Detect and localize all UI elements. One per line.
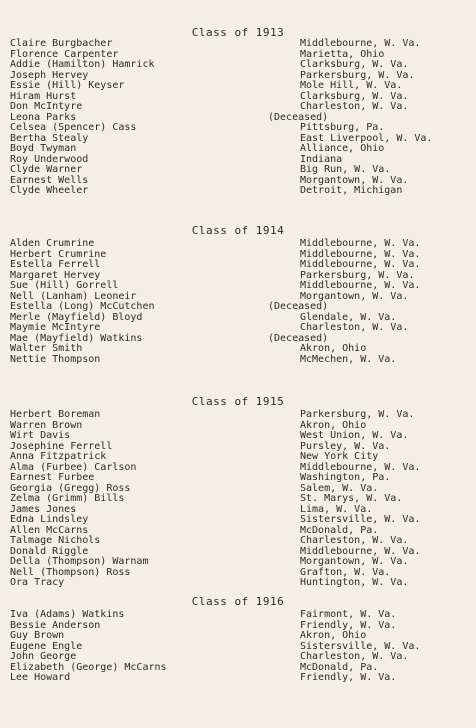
residence: Morgantown, W. Va.: [300, 556, 409, 567]
class-roster: [0, 410, 476, 589]
residence: East Liverpool, W. Va.: [300, 132, 433, 144]
graduate-name: Talmage Nichols: [10, 535, 101, 546]
class-heading: Class of 1916: [191, 595, 285, 608]
graduate-name: Eugene Engle: [10, 640, 83, 652]
graduate-name: Sue (Hill) Gorrell: [10, 280, 119, 291]
residence: McMechen, W. Va.: [300, 353, 397, 365]
graduate-name: John George: [10, 651, 77, 662]
graduate-name: Merle (Mayfield) Bloyd: [10, 311, 143, 323]
residence: Alliance, Ohio: [300, 143, 385, 154]
list-item: [0, 431, 476, 442]
residence: Friendly, W. Va.: [300, 619, 397, 631]
list-item: [0, 344, 476, 355]
residence: Charleston, W. Va.: [300, 322, 409, 333]
list-item: [0, 578, 476, 589]
residence: Washington, Pa.: [300, 472, 391, 483]
residence: Sistersville, W. Va.: [300, 514, 421, 525]
residence: Detroit, Michigan: [300, 185, 403, 196]
class-heading: Class of 1913: [191, 26, 285, 39]
graduate-name: Addie (Hamilton) Hamrick: [10, 59, 155, 70]
list-item: [0, 652, 476, 663]
residence: Middlebourne, W. Va.: [300, 280, 421, 291]
residence: Friendly, W. Va.: [300, 672, 397, 683]
residence: Parkersburg, W. Va.: [300, 409, 415, 420]
residence: Salem, W. Va.: [300, 482, 379, 494]
graduate-name: Clyde Wheeler: [10, 185, 89, 196]
list-item: [0, 621, 476, 632]
deceased-note: (Deceased): [268, 301, 329, 312]
residence: New York City: [300, 451, 379, 462]
list-item: [0, 165, 476, 176]
list-item: [0, 123, 476, 134]
residence: Middlebourne, W. Va.: [300, 248, 421, 260]
residence: Grafton, W. Va.: [300, 566, 391, 578]
residence: Glendale, W. Va.: [300, 311, 397, 323]
deceased-note: (Deceased): [268, 332, 329, 344]
list-item: [0, 536, 476, 547]
residence: Pursley, W. Va.: [300, 440, 391, 452]
graduate-name: Bessie Anderson: [10, 619, 101, 631]
graduate-name: Estella Ferrell: [10, 259, 101, 270]
residence: Lima, W. Va.: [300, 503, 373, 515]
class-roster: [0, 239, 476, 365]
class-heading: Class of 1915: [191, 395, 285, 408]
graduate-name: James Jones: [10, 503, 77, 515]
list-item: [0, 102, 476, 113]
graduate-name: Lee Howard: [10, 672, 71, 683]
graduate-name: Earnest Furbee: [10, 472, 95, 483]
list-item: [0, 281, 476, 292]
graduate-name: Earnest Wells: [10, 174, 89, 186]
list-item: [0, 39, 476, 50]
residence: Middlebourne, W. Va.: [300, 259, 421, 270]
graduate-name: Walter Smith: [10, 343, 83, 354]
graduate-name: Leona Parks: [10, 111, 77, 123]
list-item: [0, 186, 476, 197]
list-item: [0, 663, 476, 674]
residence: Morgantown, W. Va.: [300, 290, 409, 302]
residence: Middlebourne, W. Va.: [300, 545, 421, 557]
residence: Mole Hill, W. Va.: [300, 80, 403, 91]
residence: Middlebourne, W. Va.: [300, 38, 421, 49]
graduate-name: Josephine Ferrell: [10, 440, 113, 452]
graduate-name: Estella (Long) McCutchen: [10, 301, 155, 312]
graduate-name: Roy Underwood: [10, 153, 89, 165]
list-item: [0, 473, 476, 484]
residence: Indiana: [300, 153, 343, 165]
graduate-name: Guy Brown: [10, 630, 65, 641]
graduate-name: Edna Lindsley: [10, 514, 89, 525]
graduate-name: Clyde Warner: [10, 164, 83, 175]
residence: Clarksburg, W. Va.: [300, 59, 409, 70]
graduate-name: Warren Brown: [10, 419, 83, 431]
residence: Middlebourne, W. Va.: [300, 238, 421, 249]
list-item: [0, 239, 476, 250]
graduate-name: Boyd Twyman: [10, 143, 77, 154]
residence: Marietta, Ohio: [300, 48, 385, 60]
residence: Akron, Ohio: [300, 343, 367, 354]
graduate-name: Joseph Hervey: [10, 69, 89, 81]
residence: Clarksburg, W. Va.: [300, 90, 409, 102]
graduate-name: Georgia (Gregg) Ross: [10, 482, 131, 494]
list-item: [0, 410, 476, 421]
list-item: [0, 323, 476, 334]
residence: Middlebourne, W. Va.: [300, 461, 421, 473]
graduate-name: Essie (Hill) Keyser: [10, 80, 125, 91]
graduate-name: Alden Crumrine: [10, 238, 95, 249]
residence: Charleston, W. Va.: [300, 651, 409, 662]
graduate-name: Della (Thompson) Warnam: [10, 556, 149, 567]
list-item: [0, 673, 476, 684]
list-item: [0, 494, 476, 505]
residence: Parkersburg, W. Va.: [300, 69, 415, 81]
graduate-name: Anna Fitzpatrick: [10, 451, 107, 462]
list-item: [0, 144, 476, 155]
class-roster: [0, 39, 476, 197]
graduate-name: Florence Carpenter: [10, 48, 119, 60]
graduate-name: Celsea (Spencer) Cass: [10, 122, 137, 133]
graduate-name: Mae (Mayfield) Watkins: [10, 332, 143, 344]
deceased-note: (Deceased): [268, 111, 329, 123]
graduate-name: Margaret Hervey: [10, 269, 101, 281]
class-roster: [0, 610, 476, 684]
residence: Big Run, W. Va.: [300, 164, 391, 175]
residence: Akron, Ohio: [300, 630, 367, 641]
residence: Fairmont, W. Va.: [300, 609, 397, 620]
graduate-name: Bertha Stealy: [10, 132, 89, 144]
residence: Sistersville, W. Va.: [300, 640, 421, 652]
list-item: [0, 81, 476, 92]
list-item: [0, 355, 476, 366]
residence: Huntington, W. Va.: [300, 577, 409, 588]
residence: West Union, W. Va.: [300, 430, 409, 441]
graduate-name: Alma (Furbee) Carlson: [10, 461, 137, 473]
list-item: [0, 515, 476, 526]
class-heading: Class of 1914: [191, 224, 285, 237]
graduate-name: Hiram Hurst: [10, 90, 77, 102]
list-item: [0, 60, 476, 71]
graduate-name: Wirt Davis: [10, 430, 71, 441]
graduate-name: Herbert Boreman: [10, 409, 101, 420]
graduate-name: Ora Tracy: [10, 577, 65, 588]
list-item: [0, 610, 476, 621]
graduate-name: Claire Burgbacher: [10, 38, 113, 49]
graduate-name: Allen McCarns: [10, 524, 89, 536]
graduate-name: Iva (Adams) Watkins: [10, 609, 125, 620]
graduate-name: Zelma (Grimm) Bills: [10, 493, 125, 504]
graduate-name: Donald Riggle: [10, 545, 89, 557]
residence: McDonald, Pa.: [300, 524, 379, 536]
graduate-name: Nettie Thompson: [10, 353, 101, 365]
list-item: [0, 631, 476, 642]
residence: Akron, Ohio: [300, 419, 367, 431]
residence: St. Marys, W. Va.: [300, 493, 403, 504]
list-item: [0, 557, 476, 568]
graduate-name: Nell (Lanham) Leoneir: [10, 290, 137, 302]
list-item: [0, 302, 476, 313]
list-item: [0, 452, 476, 463]
graduate-name: Elizabeth (George) McCarns: [10, 661, 167, 673]
graduate-name: Herbert Crumrine: [10, 248, 107, 260]
residence: Pittsburg, Pa.: [300, 122, 385, 133]
residence: Charleston, W. Va.: [300, 535, 409, 546]
residence: Morgantown, W. Va.: [300, 174, 409, 186]
graduate-name: Nell (Thompson) Ross: [10, 566, 131, 578]
graduate-name: Maymie McIntyre: [10, 322, 101, 333]
graduate-name: Don McIntyre: [10, 101, 83, 112]
residence: Charleston, W. Va.: [300, 101, 409, 112]
residence: Parkersburg, W. Va.: [300, 269, 415, 281]
residence: McDonald, Pa.: [300, 661, 379, 673]
list-item: [0, 260, 476, 271]
